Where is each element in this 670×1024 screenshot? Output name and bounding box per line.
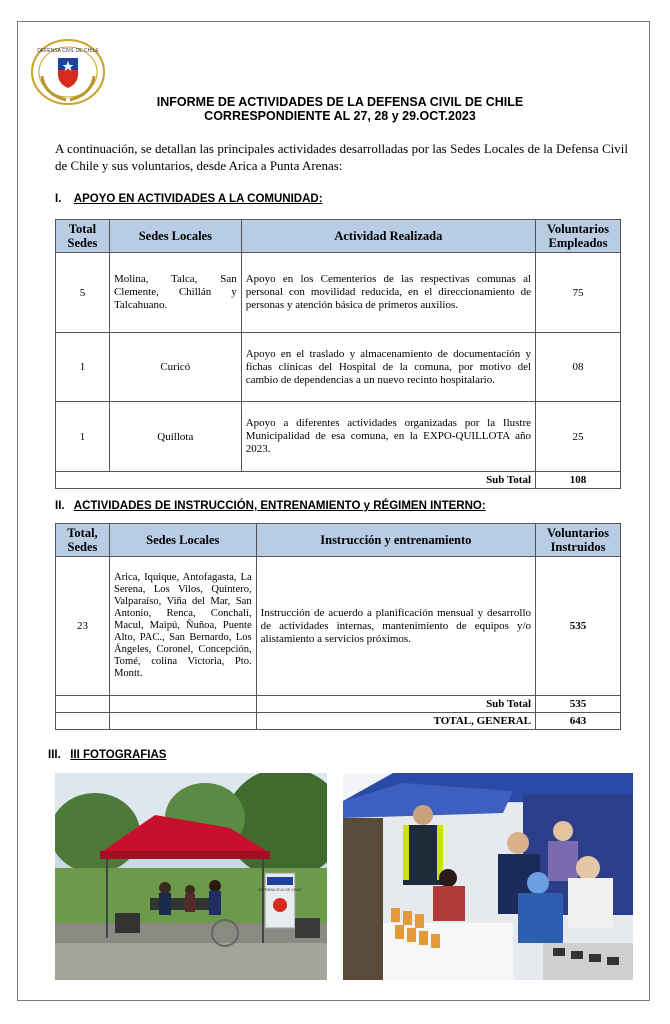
header-voluntarios: Voluntarios Instruidos: [536, 524, 621, 557]
empty-cell: [56, 696, 110, 713]
cell-sedes: Molina, Talca, San Clemente, Chillán y Talcahuano.: [109, 253, 241, 333]
title-line-1: INFORME DE ACTIVIDADES DE LA DEFENSA CIVIL DE CHILE: [156, 95, 524, 109]
section-3-number: III.: [48, 749, 61, 761]
cell-voluntarios: 25: [536, 402, 621, 472]
photo-red-canopy-park: [55, 773, 327, 980]
cell-total: 1: [56, 333, 110, 402]
header-total-sedes: Total Sedes: [56, 220, 110, 253]
svg-text:DEFENSA CIVIL DE CHILE: DEFENSA CIVIL DE CHILE: [37, 48, 99, 54]
total-value: 643: [536, 713, 621, 730]
cell-total: 5: [56, 253, 110, 333]
empty-cell: [109, 713, 256, 730]
section-1-number: I.: [55, 193, 62, 205]
photo-volunteers-tent: [343, 773, 633, 980]
section-3-title: III FOTOGRAFIAS: [70, 749, 167, 761]
header-instruccion: Instrucción y entrenamiento: [256, 524, 535, 557]
cell-actividad: Apoyo a diferentes actividades organizadas por la Ilustre Municipalidad de esa comuna, en la EXPO-QUILLOTA año 2023.: [241, 402, 535, 472]
cell-sedes: Quillota: [109, 402, 241, 472]
subtotal-label: Sub Total: [256, 696, 535, 713]
cell-sedes: Curicó: [109, 333, 241, 402]
total-label: TOTAL, GENERAL: [256, 713, 535, 730]
cell-total: 1: [56, 402, 110, 472]
header-total-sedes: Total, Sedes: [56, 524, 110, 557]
table-2-total-row: [56, 713, 621, 730]
table-row: [56, 402, 621, 472]
section-2-heading: [55, 500, 486, 512]
cell-sedes: Arica, Iquique, Antofagasta, La Serena, Los Vilos, Quintero, Valparaíso, Viña del Mar, San Antonio, Renca, Conchalí, Macul, Maipú, Ñuñoa, Puente Alto, PAC., San Bernardo, Los Ángeles, Coronel, Concepción, Tomé, colina Victoria, Pto. Montt.: [109, 557, 256, 696]
section-2-title: ACTIVIDADES DE INSTRUCCIÓN, ENTRENAMIENTO y RÉGIMEN INTERNO:: [73, 500, 486, 512]
title-line-2: CORRESPONDIENTE AL 27, 28 y 29.OCT.2023: [204, 109, 476, 123]
table-1-subtotal-row: [56, 472, 621, 489]
section-1-title: APOYO EN ACTIVIDADES A LA COMUNIDAD:: [73, 193, 323, 205]
empty-cell: [109, 696, 256, 713]
table-row: [56, 557, 621, 696]
table-2-subtotal-row: [56, 696, 621, 713]
cell-instruccion: Instrucción de acuerdo a planificación mensual y desarrollo de actividades internas, mantenimiento de equipos y/o alistamiento a servicios próximos.: [256, 557, 535, 696]
section-3-heading: [48, 749, 166, 761]
table-community-support: [55, 219, 621, 489]
defensa-civil-logo: [30, 38, 106, 106]
header-sedes-locales: Sedes Locales: [109, 220, 241, 253]
cell-actividad: Apoyo en los Cementerios de las respectivas comunas al personal con movilidad reducida, en el direccionamiento de personas y atención básica de primeros auxilios.: [241, 253, 535, 333]
intro-paragraph: A continuación, se detallan las principales actividades desarrolladas por las Sedes Locales de la Defensa Civil de Chile y sus voluntarios, desde Arica a Punta Arenas:: [55, 141, 628, 173]
subtotal-label: Sub Total: [56, 472, 536, 489]
table-row: [56, 333, 621, 402]
svg-text:DEFENSA CIVIL DE CHILE: DEFENSA CIVIL DE CHILE: [258, 888, 302, 892]
cell-voluntarios: 535: [536, 557, 621, 696]
header-sedes-locales: Sedes Locales: [109, 524, 256, 557]
cell-actividad: Apoyo en el traslado y almacenamiento de documentación y fichas clínicas del Hospital de la comuna, por motivo del cambio de dependencias a un nuevo recinto hospitalario.: [241, 333, 535, 402]
table-2-header-row: [56, 524, 621, 557]
header-actividad: Actividad Realizada: [241, 220, 535, 253]
section-1-heading: [55, 193, 323, 205]
cell-voluntarios: 08: [536, 333, 621, 402]
table-1-header-row: [56, 220, 621, 253]
table-instruction: [55, 523, 621, 730]
cell-voluntarios: 75: [536, 253, 621, 333]
cell-total: 23: [56, 557, 110, 696]
empty-cell: [56, 713, 110, 730]
table-row: [56, 253, 621, 333]
subtotal-value: 535: [536, 696, 621, 713]
subtotal-value: 108: [536, 472, 621, 489]
document-title: [120, 95, 560, 123]
header-voluntarios: Voluntarios Empleados: [536, 220, 621, 253]
section-2-number: II.: [55, 500, 65, 512]
